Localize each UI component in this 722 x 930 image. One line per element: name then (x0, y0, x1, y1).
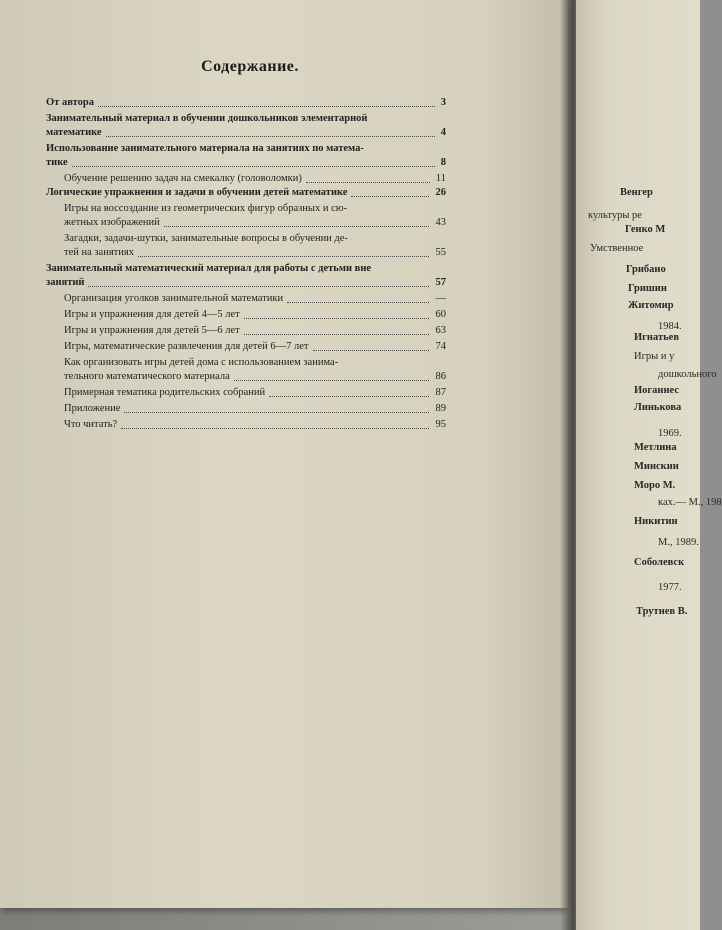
toc-entry-text: математике (46, 127, 102, 138)
toc-dot-leader (313, 349, 429, 351)
toc-page-number: 8 (440, 157, 446, 168)
toc-entry (46, 186, 446, 199)
right-page (576, 0, 722, 930)
toc-dot-leader (306, 181, 430, 183)
toc-entry (46, 142, 446, 155)
toc-dot-leader (164, 225, 429, 227)
toc-entry (64, 202, 446, 215)
toc-page-number: 63 (435, 325, 446, 336)
toc-entry (64, 356, 446, 369)
toc-dot-leader (98, 105, 435, 107)
bibliography-fragment: Умственное (590, 243, 644, 254)
bibliography-fragment: Гришин (628, 283, 667, 294)
toc-entry-text: Организация уголков занимательной математики (64, 293, 284, 304)
toc-entry (46, 112, 446, 125)
toc-entry (46, 96, 446, 109)
toc-page-number: 43 (435, 217, 446, 228)
toc-entry (46, 262, 446, 275)
toc-entry-text: тей на занятиях (64, 247, 134, 258)
bibliography-fragment: Никитин (634, 516, 678, 527)
bibliography-fragment: Житомир (628, 300, 674, 311)
toc-entry-text: Игры и упражнения для детей 5—6 лет (64, 325, 240, 336)
toc-entry (64, 232, 446, 245)
toc-dot-leader (244, 317, 429, 319)
toc-entry (64, 308, 446, 321)
toc-page-number: 95 (435, 419, 446, 430)
toc-page-number: 60 (435, 309, 446, 320)
bibliography-fragment: Метлина (634, 442, 677, 453)
toc-page-number: 57 (435, 277, 446, 288)
toc-entry-text: Использование занимательного материала на занятиях по матема- (46, 143, 364, 154)
bibliography-fragment: Линькова (634, 402, 682, 413)
toc-entry (64, 418, 446, 431)
toc-entry-text: Занимательный материал в обучении дошкольников элементарной (46, 113, 368, 124)
bibliography-fragment: М., 1989. (658, 537, 699, 548)
bibliography-fragment: Игры и у (634, 351, 675, 362)
toc-entry-text: Приложение (64, 403, 121, 414)
toc-entry-text: Загадки, задачи-шутки, занимательные вопросы в обучении де- (64, 233, 348, 244)
toc-entry-text: Как организовать игры детей дома с использованием занима- (64, 357, 339, 368)
toc-entry (46, 276, 446, 289)
toc-dot-leader (244, 333, 429, 335)
bibliography-fragment: дошкольного (658, 369, 717, 380)
toc-entry (64, 324, 446, 337)
bibliography-fragment: ках.— М., 198 (658, 497, 722, 508)
toc-dot-leader (234, 379, 429, 381)
toc-entry (64, 402, 446, 415)
toc-page-number: 11 (435, 173, 446, 184)
toc-dot-leader (351, 195, 429, 197)
toc-page-number: 87 (435, 387, 446, 398)
bibliography-fragment: Моро М. (634, 480, 676, 491)
bibliography-fragment: Минскин (634, 461, 679, 472)
toc-entry (64, 216, 446, 229)
toc-entry (64, 172, 446, 185)
toc-entry-text: От автора (46, 97, 94, 108)
toc-entry (64, 340, 446, 353)
bibliography-fragment: Венгер (620, 187, 653, 198)
toc-entry-text: тике (46, 157, 68, 168)
toc-entry-text: жетных изображений (64, 217, 160, 228)
toc-entry (46, 126, 446, 139)
toc-dot-leader (138, 255, 429, 257)
toc-entry-text: Обучение решению задач на смекалку (головоломки) (64, 173, 302, 184)
bibliography-fragment: 1977. (658, 582, 682, 593)
toc-page-number: 86 (435, 371, 446, 382)
toc-entry (64, 292, 446, 305)
bibliography-fragment: Грибано (626, 264, 666, 275)
toc-dot-leader (72, 165, 435, 167)
toc-entry-text: тельного математического материала (64, 371, 230, 382)
toc-entry (46, 156, 446, 169)
bibliography-fragment: Игнатьев (634, 332, 680, 343)
bibliography-fragment: Соболевск (634, 557, 685, 568)
toc-entry (64, 246, 446, 259)
toc-dot-leader (269, 395, 429, 397)
toc-dot-leader (106, 135, 435, 137)
toc-entry-text: Примерная тематика родительских собраний (64, 387, 266, 398)
toc-entry-text: Что читать? (64, 419, 118, 430)
toc-page-number: 74 (435, 341, 446, 352)
toc-dot-leader (287, 301, 429, 303)
toc-page-number: 26 (435, 187, 446, 198)
toc-dot-leader (121, 427, 429, 429)
bibliography-fragment: Трутнев В. (636, 606, 688, 617)
toc-entry-text: Логические упражнения и задачи в обучении детей математике (46, 187, 348, 198)
toc-entry (64, 370, 446, 383)
bibliography-fragment: 1969. (658, 428, 682, 439)
bibliography-fragment: культуры ре (588, 210, 642, 221)
bibliography-fragment: 1984. (658, 321, 682, 332)
toc-entry-text: Игры на воссоздание из геометрических фигур образных и сю- (64, 203, 348, 214)
toc-entry-text: Игры, математические развлечения для детей 6—7 лет (64, 341, 309, 352)
toc-entry-text: Занимательный математический материал для работы с детьми вне (46, 263, 372, 274)
page-smudge: · (46, 452, 49, 461)
toc-page-number: 4 (440, 127, 446, 138)
toc-entry-text: Игры и упражнения для детей 4—5 лет (64, 309, 240, 320)
toc-page-number: — (435, 293, 446, 304)
toc-entry (64, 386, 446, 399)
page-title: Содержание. (201, 58, 299, 75)
bibliography-fragment: Иоганнес (634, 385, 679, 396)
toc-dot-leader (88, 285, 429, 287)
toc-entry-text: занятий (46, 277, 85, 288)
toc-dot-leader (124, 411, 429, 413)
bibliography-fragment: Генко М (625, 224, 666, 235)
toc-page-number: 55 (435, 247, 446, 258)
toc-page-number: 89 (435, 403, 446, 414)
toc-page-number: 3 (440, 97, 446, 108)
